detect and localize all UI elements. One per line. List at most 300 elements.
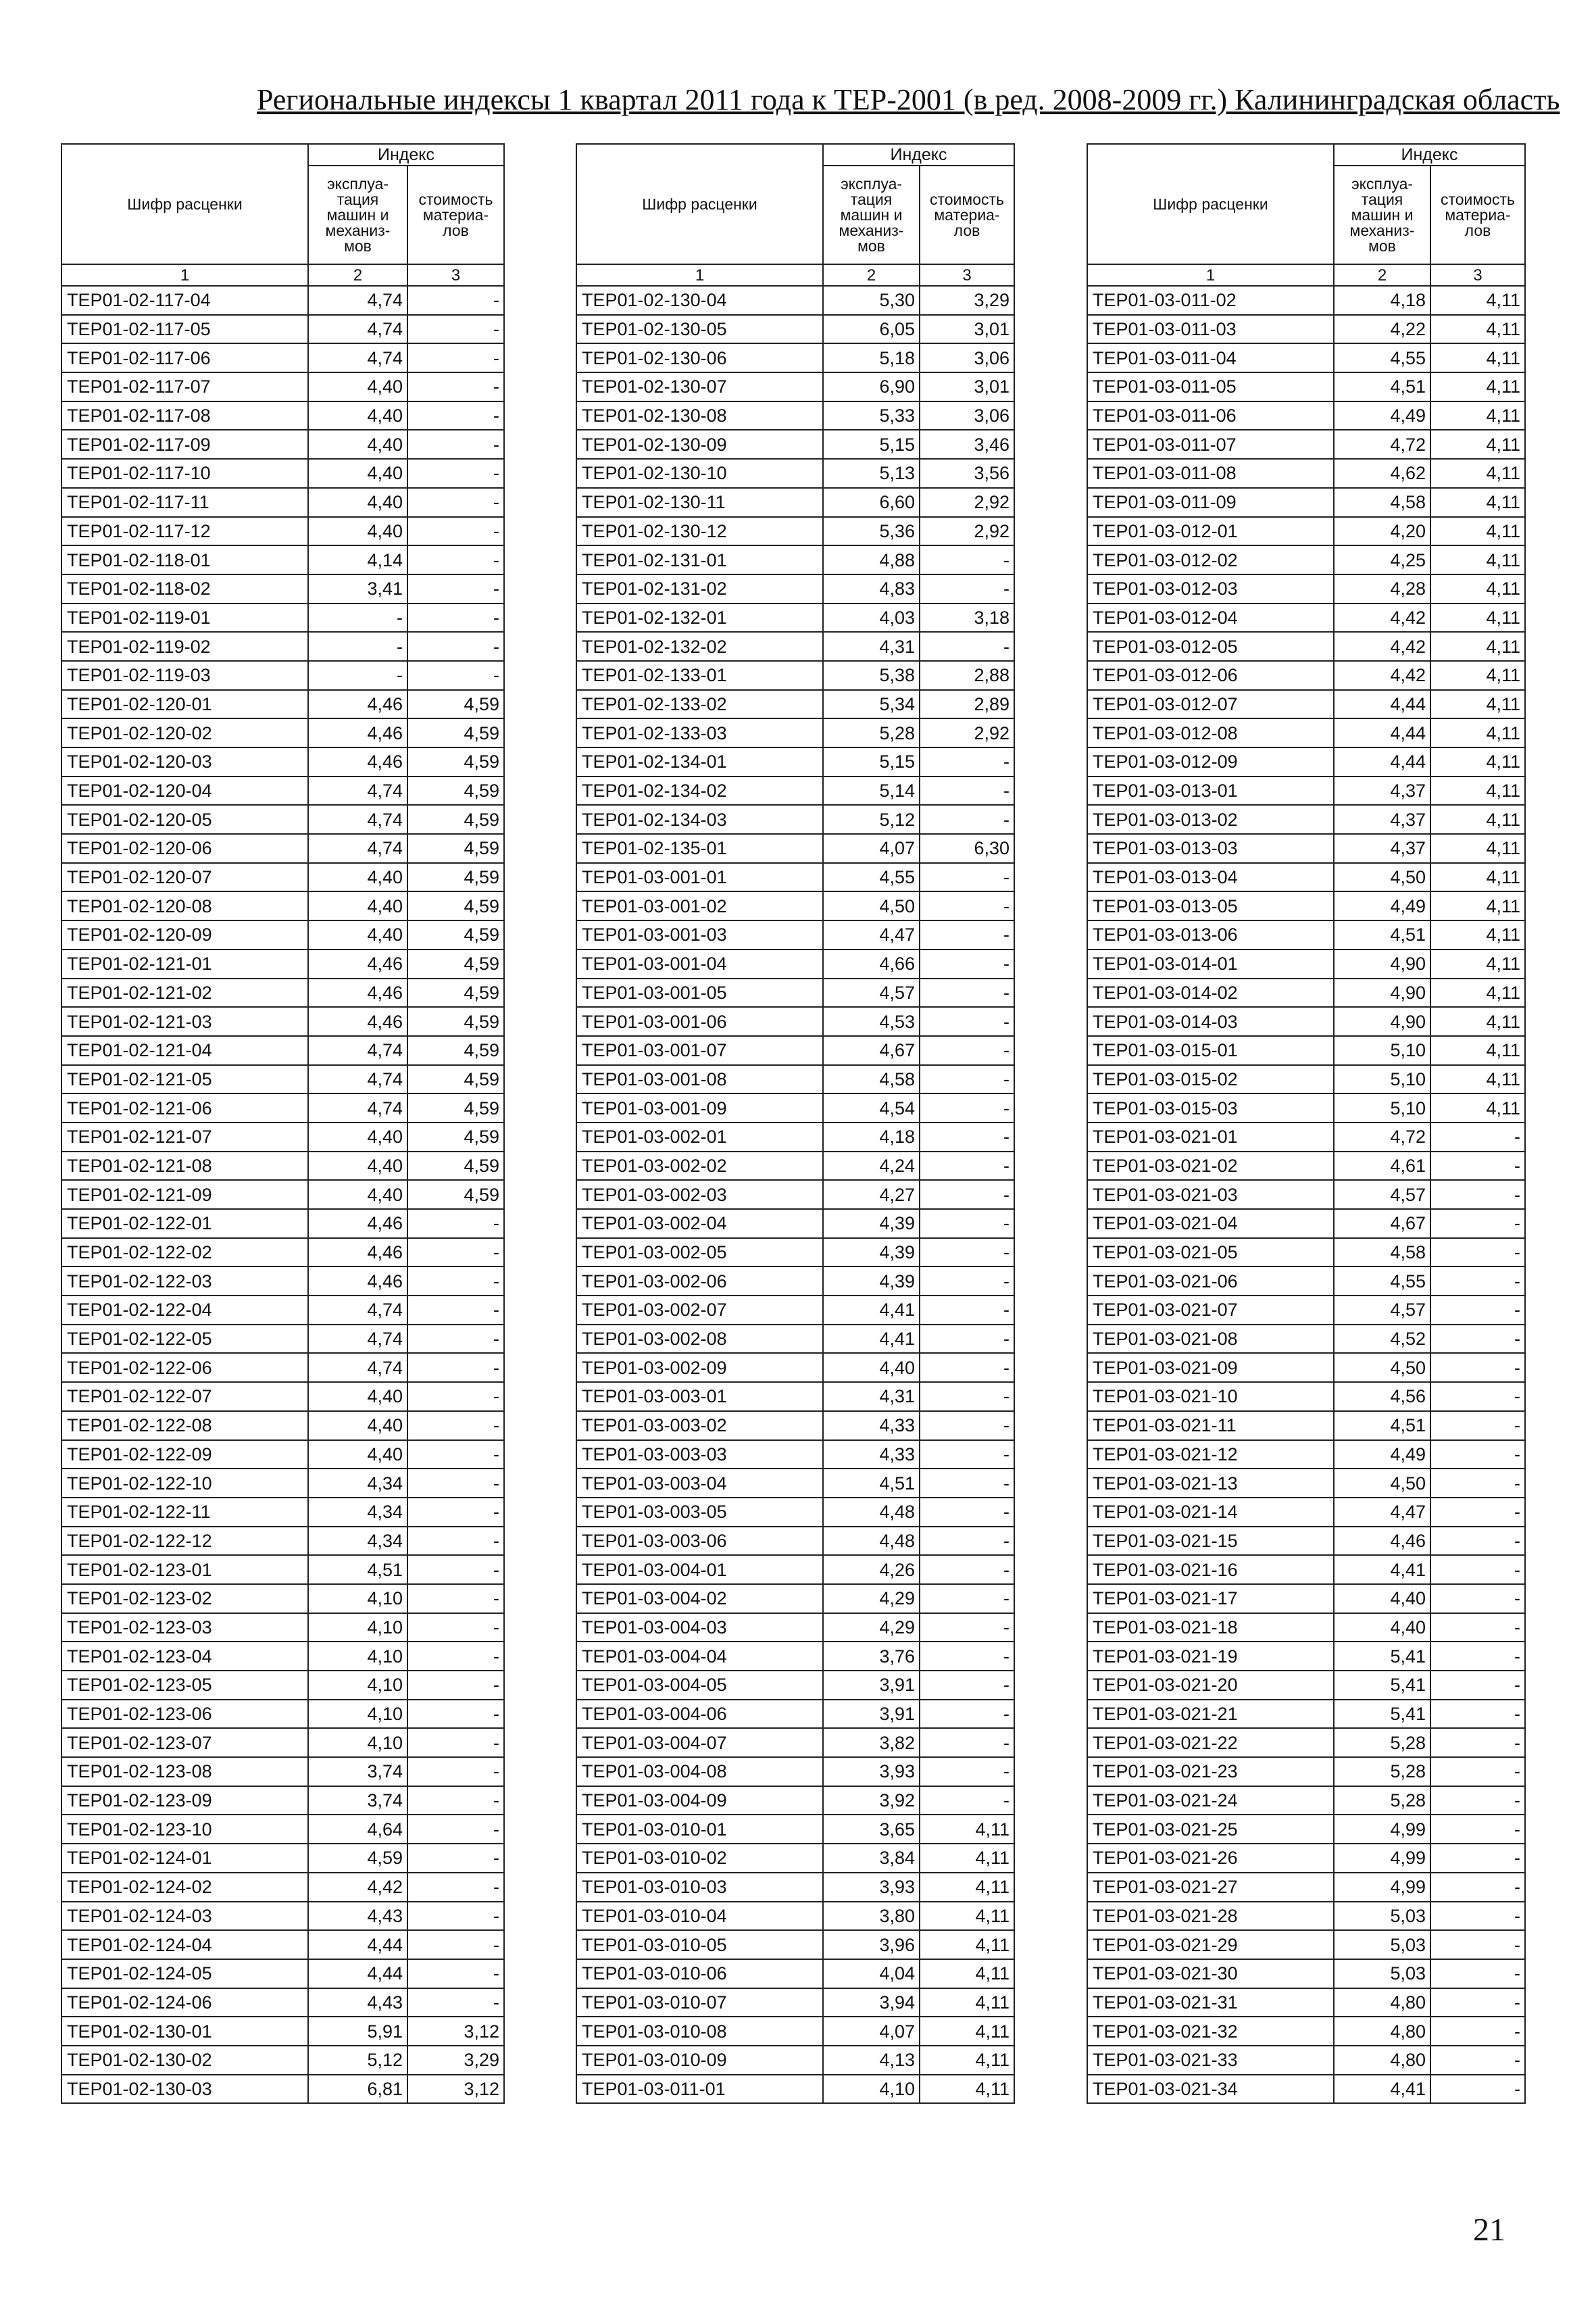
machines-index-cell: 3,74: [308, 1757, 407, 1786]
code-cell: ТЕР01-02-130-12: [576, 517, 823, 546]
machines-index-cell: 3,94: [823, 1988, 920, 2017]
materials-index-cell: 4,59: [407, 690, 504, 719]
code-cell: ТЕР01-03-004-09: [576, 1786, 823, 1815]
code-cell: ТЕР01-03-021-02: [1087, 1152, 1334, 1181]
materials-index-cell: -: [1430, 1180, 1525, 1209]
code-cell: ТЕР01-03-011-09: [1087, 488, 1334, 517]
machines-index-cell: 4,49: [1334, 891, 1430, 920]
table-row: [576, 343, 1014, 372]
code-cell: ТЕР01-02-120-09: [61, 920, 308, 950]
table-row: [576, 1584, 1014, 1613]
code-cell: ТЕР01-02-120-07: [61, 863, 308, 892]
machines-index-cell: 4,39: [823, 1266, 920, 1296]
table-row: [576, 459, 1014, 488]
machines-index-cell: 4,14: [308, 545, 407, 574]
code-cell: ТЕР01-03-015-01: [1087, 1036, 1334, 1065]
code-cell: ТЕР01-03-021-20: [1087, 1671, 1334, 1700]
table-body: [1087, 286, 1525, 2103]
table-row: [61, 1527, 504, 1556]
code-cell: ТЕР01-03-021-08: [1087, 1325, 1334, 1354]
materials-index-cell: -: [1430, 1411, 1525, 1440]
table-row: [61, 920, 504, 950]
table-row: [1087, 690, 1525, 719]
code-cell: ТЕР01-03-021-09: [1087, 1353, 1334, 1382]
materials-index-cell: -: [920, 1411, 1014, 1440]
machines-index-cell: 4,51: [1334, 1411, 1430, 1440]
code-cell: ТЕР01-02-120-04: [61, 777, 308, 806]
code-cell: ТЕР01-03-012-02: [1087, 545, 1334, 574]
table-row: [1087, 372, 1525, 401]
materials-index-cell: 3,12: [407, 2075, 504, 2104]
code-cell: ТЕР01-02-131-01: [576, 545, 823, 574]
header-col-2: 2: [823, 264, 920, 286]
table-row: [1087, 1353, 1525, 1382]
materials-index-cell: 4,11: [920, 1988, 1014, 2017]
header-materials: стоимость материа- лов: [920, 166, 1014, 264]
table-row: [576, 1007, 1014, 1036]
code-cell: ТЕР01-03-013-05: [1087, 891, 1334, 920]
code-cell: ТЕР01-02-122-11: [61, 1498, 308, 1527]
code-cell: ТЕР01-02-130-09: [576, 430, 823, 459]
table-row: [1087, 1238, 1525, 1267]
machines-index-cell: 4,37: [1334, 834, 1430, 863]
code-cell: ТЕР01-02-121-07: [61, 1123, 308, 1152]
code-cell: ТЕР01-02-122-03: [61, 1266, 308, 1296]
table-row: [576, 920, 1014, 950]
header-materials: стоимость материа- лов: [407, 166, 504, 264]
code-cell: ТЕР01-03-021-04: [1087, 1209, 1334, 1238]
header-machines: эксплуа- тация машин и механиз- мов: [1334, 166, 1430, 264]
machines-index-cell: 4,27: [823, 1180, 920, 1209]
table-row: [1087, 1498, 1525, 1527]
code-cell: ТЕР01-03-021-16: [1087, 1555, 1334, 1584]
table-row: [1087, 950, 1525, 979]
machines-index-cell: 4,90: [1334, 979, 1430, 1008]
materials-index-cell: 4,11: [1430, 777, 1525, 806]
materials-index-cell: -: [407, 1873, 504, 1902]
code-cell: ТЕР01-02-130-07: [576, 372, 823, 401]
materials-index-cell: -: [1430, 1440, 1525, 1469]
code-cell: ТЕР01-02-133-03: [576, 718, 823, 747]
code-cell: ТЕР01-02-118-02: [61, 574, 308, 604]
machines-index-cell: 4,80: [1334, 1988, 1430, 2017]
machines-index-cell: 4,46: [308, 1209, 407, 1238]
table-row: [1087, 1527, 1525, 1556]
materials-index-cell: 3,46: [920, 430, 1014, 459]
table-row: [61, 1036, 504, 1065]
table-row: [1087, 1728, 1525, 1757]
code-cell: ТЕР01-02-120-01: [61, 690, 308, 719]
header-code: Шифр расценки: [576, 144, 823, 264]
table-row: [576, 545, 1014, 574]
table-row: [576, 1728, 1014, 1757]
code-cell: ТЕР01-03-004-02: [576, 1584, 823, 1613]
table-row: [576, 1093, 1014, 1123]
materials-index-cell: -: [1430, 1873, 1525, 1902]
header-col-1: 1: [576, 264, 823, 286]
table-row: [1087, 1613, 1525, 1642]
table-row: [1087, 401, 1525, 430]
table-row: [576, 950, 1014, 979]
machines-index-cell: 4,34: [308, 1469, 407, 1498]
table-row: [61, 517, 504, 546]
materials-index-cell: 4,11: [920, 1902, 1014, 1931]
code-cell: ТЕР01-02-135-01: [576, 834, 823, 863]
table-row: [1087, 1555, 1525, 1584]
machines-index-cell: 3,76: [823, 1642, 920, 1671]
materials-index-cell: -: [407, 1613, 504, 1642]
machines-index-cell: 4,58: [1334, 1238, 1430, 1267]
materials-index-cell: 3,01: [920, 372, 1014, 401]
machines-index-cell: 3,80: [823, 1902, 920, 1931]
table-row: [576, 1469, 1014, 1498]
code-cell: ТЕР01-03-010-05: [576, 1930, 823, 1959]
machines-index-cell: 4,04: [823, 1959, 920, 1988]
machines-index-cell: 5,33: [823, 401, 920, 430]
materials-index-cell: -: [1430, 1123, 1525, 1152]
code-cell: ТЕР01-03-014-03: [1087, 1007, 1334, 1036]
code-cell: ТЕР01-03-001-09: [576, 1093, 823, 1123]
code-cell: ТЕР01-02-132-02: [576, 632, 823, 661]
code-cell: ТЕР01-03-021-13: [1087, 1469, 1334, 1498]
machines-index-cell: 4,54: [823, 1093, 920, 1123]
machines-index-cell: 4,22: [1334, 315, 1430, 344]
materials-index-cell: -: [407, 286, 504, 315]
materials-index-cell: -: [407, 632, 504, 661]
materials-index-cell: 4,11: [1430, 545, 1525, 574]
table-body: [576, 286, 1014, 2103]
machines-index-cell: 3,74: [308, 1786, 407, 1815]
materials-index-cell: -: [407, 1988, 504, 2017]
materials-index-cell: 4,11: [1430, 891, 1525, 920]
materials-index-cell: 4,59: [407, 718, 504, 747]
index-table-1: [61, 143, 505, 2104]
table-row: [576, 1382, 1014, 1411]
machines-index-cell: 4,40: [308, 401, 407, 430]
materials-index-cell: 4,11: [1430, 430, 1525, 459]
machines-index-cell: 4,90: [1334, 1007, 1430, 1036]
machines-index-cell: 4,61: [1334, 1152, 1430, 1181]
table-row: [61, 1266, 504, 1296]
machines-index-cell: 4,40: [308, 1180, 407, 1209]
machines-index-cell: 5,30: [823, 286, 920, 315]
materials-index-cell: -: [1430, 1930, 1525, 1959]
code-cell: ТЕР01-03-011-08: [1087, 459, 1334, 488]
materials-index-cell: -: [1430, 1469, 1525, 1498]
machines-index-cell: 4,41: [1334, 2075, 1430, 2104]
machines-index-cell: 4,51: [1334, 372, 1430, 401]
code-cell: ТЕР01-03-021-05: [1087, 1238, 1334, 1267]
machines-index-cell: 4,50: [1334, 1469, 1430, 1498]
materials-index-cell: 4,11: [920, 2075, 1014, 2104]
materials-index-cell: -: [407, 1815, 504, 1844]
code-cell: ТЕР01-02-122-06: [61, 1353, 308, 1382]
machines-index-cell: 4,72: [1334, 430, 1430, 459]
machines-index-cell: 4,58: [823, 1065, 920, 1094]
materials-index-cell: -: [407, 1498, 504, 1527]
table-row: [576, 1671, 1014, 1700]
code-cell: ТЕР01-03-012-03: [1087, 574, 1334, 604]
machines-index-cell: 4,40: [308, 1123, 407, 1152]
code-cell: ТЕР01-02-121-03: [61, 1007, 308, 1036]
code-cell: ТЕР01-03-004-03: [576, 1613, 823, 1642]
code-cell: ТЕР01-02-121-01: [61, 950, 308, 979]
machines-index-cell: 4,46: [308, 1007, 407, 1036]
table-row: [61, 1411, 504, 1440]
materials-index-cell: -: [407, 1411, 504, 1440]
code-cell: ТЕР01-02-134-01: [576, 747, 823, 777]
table-row: [1087, 1959, 1525, 1988]
code-cell: ТЕР01-03-021-12: [1087, 1440, 1334, 1469]
machines-index-cell: 4,18: [1334, 286, 1430, 315]
materials-index-cell: -: [407, 430, 504, 459]
materials-index-cell: -: [1430, 1584, 1525, 1613]
materials-index-cell: 4,59: [407, 1180, 504, 1209]
table-row: [61, 690, 504, 719]
machines-index-cell: 4,42: [1334, 604, 1430, 633]
materials-index-cell: -: [920, 1382, 1014, 1411]
materials-index-cell: -: [1430, 2075, 1525, 2104]
machines-index-cell: 4,46: [308, 690, 407, 719]
materials-index-cell: -: [1430, 1671, 1525, 1700]
machines-index-cell: 4,99: [1334, 1844, 1430, 1873]
machines-index-cell: 4,44: [308, 1959, 407, 1988]
table-row: [61, 1007, 504, 1036]
code-cell: ТЕР01-03-002-07: [576, 1296, 823, 1325]
materials-index-cell: 4,59: [407, 979, 504, 1008]
machines-index-cell: 4,74: [308, 777, 407, 806]
materials-index-cell: 4,11: [1430, 1007, 1525, 1036]
code-cell: ТЕР01-02-123-02: [61, 1584, 308, 1613]
materials-index-cell: -: [920, 777, 1014, 806]
machines-index-cell: 4,46: [308, 1266, 407, 1296]
machines-index-cell: 5,15: [823, 747, 920, 777]
machines-index-cell: 5,91: [308, 2017, 407, 2046]
table-row: [576, 1815, 1014, 1844]
table-row: [1087, 1671, 1525, 1700]
table-row: [61, 604, 504, 633]
materials-index-cell: -: [920, 1065, 1014, 1094]
machines-index-cell: 4,10: [308, 1642, 407, 1671]
code-cell: ТЕР01-03-014-02: [1087, 979, 1334, 1008]
code-cell: ТЕР01-03-002-03: [576, 1180, 823, 1209]
table-row: [61, 1325, 504, 1354]
code-cell: ТЕР01-02-120-02: [61, 718, 308, 747]
table-row: [576, 1902, 1014, 1931]
machines-index-cell: 4,29: [823, 1584, 920, 1613]
code-cell: ТЕР01-03-012-05: [1087, 632, 1334, 661]
header-col-3: 3: [920, 264, 1014, 286]
code-cell: ТЕР01-02-124-06: [61, 1988, 308, 2017]
materials-index-cell: -: [920, 979, 1014, 1008]
machines-index-cell: 5,36: [823, 517, 920, 546]
table-row: [1087, 1815, 1525, 1844]
machines-index-cell: 4,74: [308, 343, 407, 372]
table-row: [1087, 517, 1525, 546]
machines-index-cell: 4,03: [823, 604, 920, 633]
machines-index-cell: 4,90: [1334, 950, 1430, 979]
machines-index-cell: 4,55: [1334, 1266, 1430, 1296]
table-row: [1087, 1093, 1525, 1123]
code-cell: ТЕР01-02-117-12: [61, 517, 308, 546]
materials-index-cell: 3,29: [920, 286, 1014, 315]
code-cell: ТЕР01-02-122-07: [61, 1382, 308, 1411]
code-cell: ТЕР01-02-121-09: [61, 1180, 308, 1209]
table-row: [61, 2046, 504, 2075]
machines-index-cell: 4,49: [1334, 401, 1430, 430]
table-row: [1087, 1036, 1525, 1065]
code-cell: ТЕР01-02-132-01: [576, 604, 823, 633]
machines-index-cell: 4,33: [823, 1440, 920, 1469]
code-cell: ТЕР01-03-013-01: [1087, 777, 1334, 806]
table-row: [61, 1209, 504, 1238]
code-cell: ТЕР01-02-121-08: [61, 1152, 308, 1181]
table-row: [61, 834, 504, 863]
code-cell: ТЕР01-03-003-01: [576, 1382, 823, 1411]
code-cell: ТЕР01-03-001-02: [576, 891, 823, 920]
materials-index-cell: -: [407, 574, 504, 604]
table-row: [1087, 834, 1525, 863]
code-cell: ТЕР01-03-021-29: [1087, 1930, 1334, 1959]
materials-index-cell: 4,11: [1430, 459, 1525, 488]
table-row: [1087, 632, 1525, 661]
materials-index-cell: -: [407, 1382, 504, 1411]
materials-index-cell: -: [407, 1786, 504, 1815]
machines-index-cell: 5,10: [1334, 1065, 1430, 1094]
table-row: [576, 488, 1014, 517]
materials-index-cell: 4,11: [1430, 805, 1525, 834]
table-row: [576, 2046, 1014, 2075]
code-cell: ТЕР01-03-021-26: [1087, 1844, 1334, 1873]
materials-index-cell: 2,89: [920, 690, 1014, 719]
materials-index-cell: -: [920, 1642, 1014, 1671]
table-row: [1087, 920, 1525, 950]
table-row: [61, 1469, 504, 1498]
table-row: [576, 372, 1014, 401]
header-col-1: 1: [61, 264, 308, 286]
code-cell: ТЕР01-02-123-01: [61, 1555, 308, 1584]
machines-index-cell: 4,46: [308, 1238, 407, 1267]
code-cell: ТЕР01-03-021-24: [1087, 1786, 1334, 1815]
code-cell: ТЕР01-02-130-04: [576, 286, 823, 315]
materials-index-cell: -: [1430, 1613, 1525, 1642]
code-cell: ТЕР01-03-021-07: [1087, 1296, 1334, 1325]
table-row: [1087, 574, 1525, 604]
machines-index-cell: 4,10: [308, 1671, 407, 1700]
code-cell: ТЕР01-03-004-04: [576, 1642, 823, 1671]
table-row: [576, 632, 1014, 661]
code-cell: ТЕР01-02-130-01: [61, 2017, 308, 2046]
materials-index-cell: -: [1430, 1498, 1525, 1527]
materials-index-cell: -: [1430, 2046, 1525, 2075]
materials-index-cell: -: [407, 1930, 504, 1959]
code-cell: ТЕР01-03-001-07: [576, 1036, 823, 1065]
materials-index-cell: 2,92: [920, 517, 1014, 546]
materials-index-cell: 4,59: [407, 1007, 504, 1036]
machines-index-cell: 5,41: [1334, 1671, 1430, 1700]
machines-index-cell: 4,10: [308, 1728, 407, 1757]
code-cell: ТЕР01-03-021-01: [1087, 1123, 1334, 1152]
materials-index-cell: 4,59: [407, 1036, 504, 1065]
materials-index-cell: -: [1430, 1728, 1525, 1757]
code-cell: ТЕР01-03-013-02: [1087, 805, 1334, 834]
materials-index-cell: -: [1430, 1555, 1525, 1584]
code-cell: ТЕР01-02-117-08: [61, 401, 308, 430]
code-cell: ТЕР01-02-134-03: [576, 805, 823, 834]
materials-index-cell: -: [920, 1469, 1014, 1498]
table-row: [1087, 1844, 1525, 1873]
materials-index-cell: -: [920, 1700, 1014, 1729]
table-row: [61, 1642, 504, 1671]
materials-index-cell: -: [1430, 1959, 1525, 1988]
machines-index-cell: 4,40: [308, 372, 407, 401]
materials-index-cell: 2,92: [920, 488, 1014, 517]
materials-index-cell: 4,11: [1430, 979, 1525, 1008]
table-row: [61, 1757, 504, 1786]
table-row: [1087, 459, 1525, 488]
materials-index-cell: 4,59: [407, 1093, 504, 1123]
materials-index-cell: -: [407, 1325, 504, 1354]
table-row: [61, 545, 504, 574]
code-cell: ТЕР01-02-130-08: [576, 401, 823, 430]
materials-index-cell: -: [407, 372, 504, 401]
machines-index-cell: 4,58: [1334, 488, 1430, 517]
machines-index-cell: 4,39: [823, 1209, 920, 1238]
code-cell: ТЕР01-03-002-05: [576, 1238, 823, 1267]
materials-index-cell: -: [920, 1613, 1014, 1642]
materials-index-cell: -: [407, 1844, 504, 1873]
materials-index-cell: 4,11: [920, 1815, 1014, 1844]
code-cell: ТЕР01-03-001-05: [576, 979, 823, 1008]
machines-index-cell: 4,42: [1334, 632, 1430, 661]
materials-index-cell: 4,59: [407, 1152, 504, 1181]
code-cell: ТЕР01-02-131-02: [576, 574, 823, 604]
table-row: [576, 863, 1014, 892]
materials-index-cell: -: [920, 1007, 1014, 1036]
code-cell: ТЕР01-03-011-03: [1087, 315, 1334, 344]
code-cell: ТЕР01-03-004-08: [576, 1757, 823, 1786]
table-row: [576, 1757, 1014, 1786]
table-row: [576, 1238, 1014, 1267]
machines-index-cell: 4,40: [1334, 1584, 1430, 1613]
table-row: [61, 1382, 504, 1411]
materials-index-cell: -: [407, 1266, 504, 1296]
code-cell: ТЕР01-02-130-05: [576, 315, 823, 344]
table-row: [1087, 891, 1525, 920]
code-cell: ТЕР01-02-124-01: [61, 1844, 308, 1873]
table-row: [61, 315, 504, 344]
materials-index-cell: -: [407, 1209, 504, 1238]
table-row: [576, 1613, 1014, 1642]
materials-index-cell: -: [1430, 1700, 1525, 1729]
code-cell: ТЕР01-03-021-03: [1087, 1180, 1334, 1209]
page-title: Региональные индексы 1 квартал 2011 года к ТЕР-2001 (в ред. 2008-2009 гг.) Калининградская область: [257, 83, 1560, 116]
machines-index-cell: 3,82: [823, 1728, 920, 1757]
materials-index-cell: 2,88: [920, 661, 1014, 690]
code-cell: ТЕР01-02-133-02: [576, 690, 823, 719]
machines-index-cell: 5,38: [823, 661, 920, 690]
table-row: [61, 1959, 504, 1988]
code-cell: ТЕР01-02-124-03: [61, 1902, 308, 1931]
code-cell: ТЕР01-03-011-04: [1087, 343, 1334, 372]
materials-index-cell: -: [920, 545, 1014, 574]
header-col-2: 2: [308, 264, 407, 286]
machines-index-cell: 4,40: [308, 1382, 407, 1411]
table-row: [1087, 1411, 1525, 1440]
materials-index-cell: -: [407, 1440, 504, 1469]
table-row: [1087, 1440, 1525, 1469]
materials-index-cell: -: [1430, 1152, 1525, 1181]
